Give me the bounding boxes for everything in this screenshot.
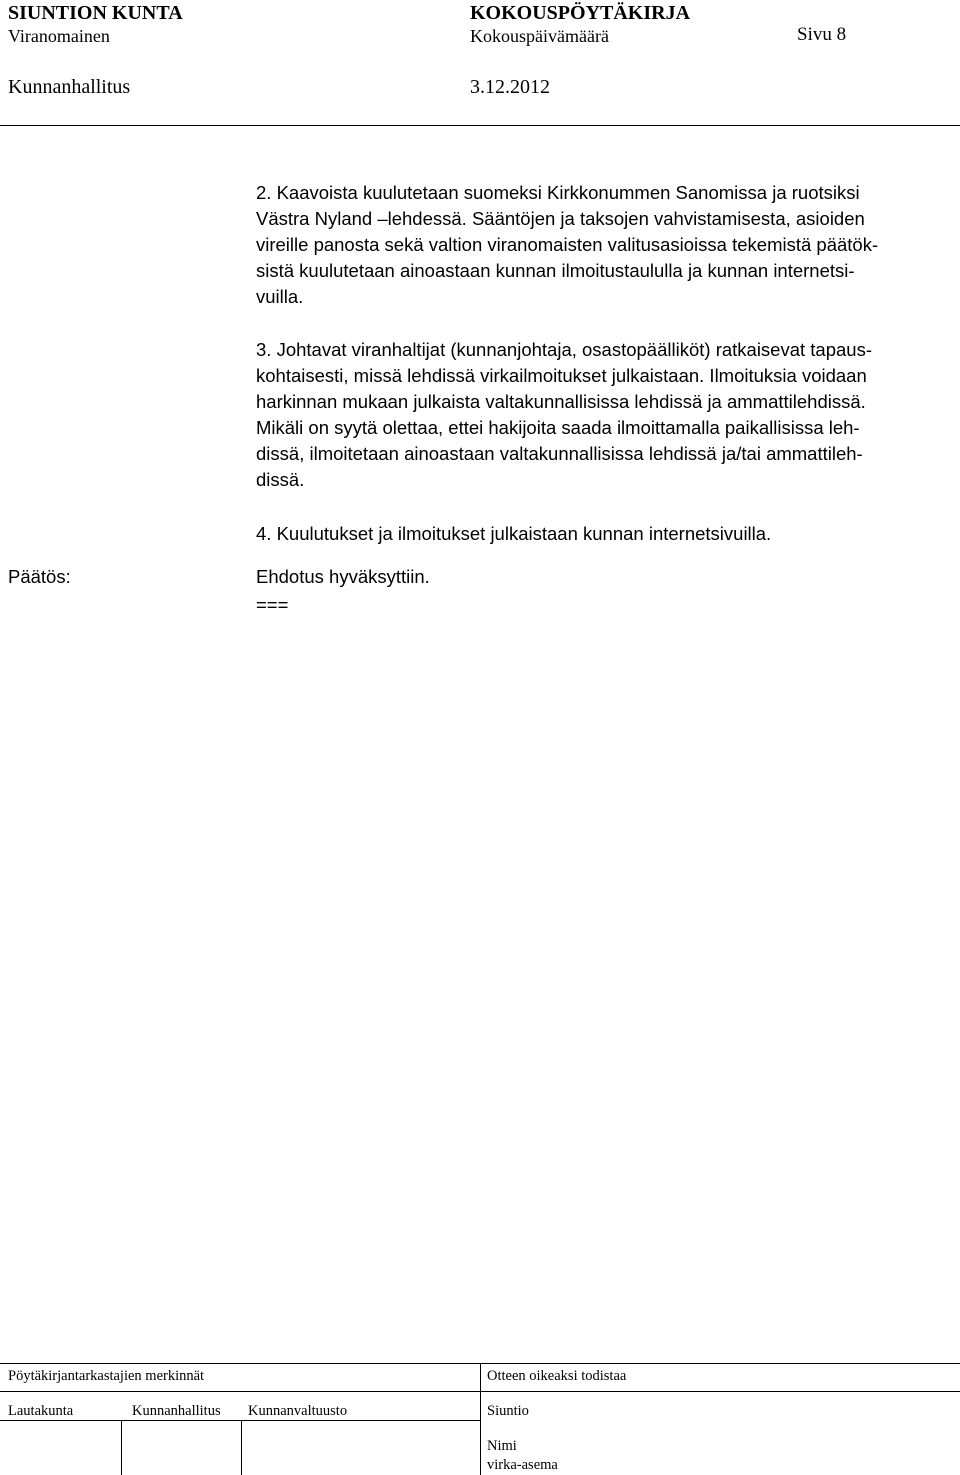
item-3-line: harkinnan mukaan julkaista valtakunnallisissa lehdissä ja ammattilehdissä. — [256, 391, 866, 412]
item-3-line: dissä. — [256, 469, 305, 490]
item-3-line: kohtaisesti, missä lehdissä virkailmoitukset julkaistaan. Ilmoituksia voidaan — [256, 365, 867, 386]
footer-col-divider-2 — [241, 1420, 242, 1475]
item-4-paragraph — [256, 521, 936, 547]
document-type-title: KOKOUSPÖYTÄKIRJA — [470, 2, 691, 24]
decision-text: Ehdotus hyväksyttiin. — [256, 566, 430, 587]
item-2-line: 2. Kaavoista kuulutetaan suomeksi Kirkkonummen Sanomissa ja ruotsiksi — [256, 182, 860, 203]
decision-label: Päätös: — [8, 566, 71, 587]
certified-copy-label: Otteen oikeaksi todistaa — [487, 1368, 627, 1384]
municipal-board-column-label: Kunnanhallitus — [132, 1403, 221, 1419]
item-2-line: vireille panosta sekä valtion viranomaisten valitusasioissa tekemistä päätök- — [256, 234, 879, 255]
municipality-title: SIUNTION KUNTA — [8, 2, 183, 24]
header-rule — [0, 125, 960, 126]
item-2-line: sistä kuulutetaan ainoastaan kunnan ilmoitustaululla ja kunnan internetsi- — [256, 260, 855, 281]
footer-col-divider-1 — [121, 1420, 122, 1475]
place-label: Siuntio — [487, 1403, 529, 1419]
name-label: Nimi — [487, 1438, 517, 1454]
meeting-date-label: Kokouspäivämäärä — [470, 26, 609, 46]
item-2-paragraph — [256, 180, 936, 310]
council-column-label: Kunnanvaltuusto — [248, 1403, 348, 1419]
footer-row-rule — [0, 1420, 480, 1421]
page-number: Sivu 8 — [797, 24, 847, 45]
footer-center-divider — [480, 1363, 481, 1475]
reviewers-notes-label: Pöytäkirjantarkastajien merkinnät — [8, 1368, 205, 1384]
item-3-line: Mikäli on syytä olettaa, ettei hakijoita saada ilmoittamalla paikallisissa leh- — [256, 417, 860, 438]
item-3-paragraph — [256, 337, 936, 493]
position-label: virka-asema — [487, 1457, 558, 1473]
authority-name: Kunnanhallitus — [8, 76, 131, 98]
item-4-line: 4. Kuulutukset ja ilmoitukset julkaistaan kunnan internetsivuilla. — [256, 523, 772, 544]
item-2-line: vuilla. — [256, 286, 304, 307]
separator-text: === — [256, 594, 289, 615]
item-3-line: 3. Johtavat viranhaltijat (kunnanjohtaja, osastopäälliköt) ratkaisevat tapaus- — [256, 339, 872, 360]
authority-label: Viranomainen — [8, 26, 110, 46]
meeting-date: 3.12.2012 — [470, 76, 550, 98]
item-2-line: Västra Nyland –lehdessä. Sääntöjen ja taksojen vahvistamisesta, asioiden — [256, 208, 865, 229]
board-column-label: Lautakunta — [8, 1403, 74, 1419]
item-3-line: dissä, ilmoitetaan ainoastaan valtakunnallisissa lehdissä ja/tai ammattileh- — [256, 443, 863, 464]
